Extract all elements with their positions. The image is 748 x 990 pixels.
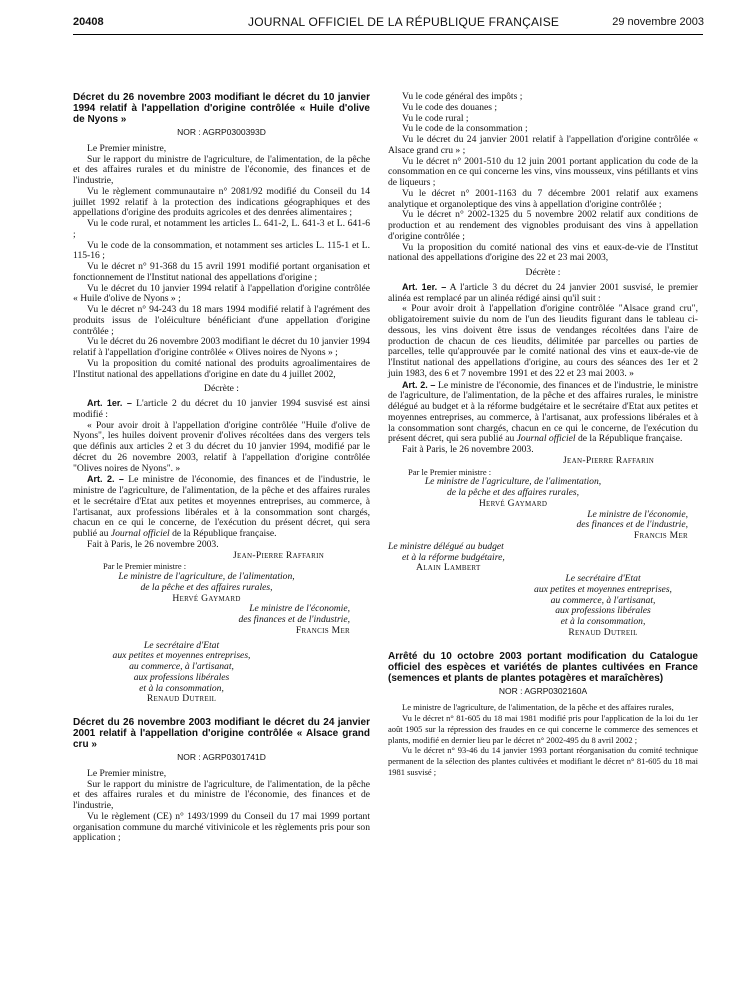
signature-title: Le ministre de l'agriculture, de l'alimentation,	[424, 476, 602, 488]
paragraph: Sur le rapport du ministre de l'agriculture, de l'alimentation, de la pêche et des affaires rurales et du ministre de l'économie, des finances et de l'industrie,	[73, 778, 370, 811]
signature-title: de la pêche et des affaires rurales,	[140, 581, 273, 593]
signature-title: de la pêche et des affaires rurales,	[446, 487, 580, 498]
par-le-premier-ministre: Par le Premier ministre :	[103, 561, 187, 572]
article-2	[73, 474, 370, 540]
signature-title: et à la consommation,	[139, 682, 224, 694]
signature-block	[73, 641, 370, 706]
nor-reference: NOR : AGRP0301741D	[177, 752, 266, 762]
signature-block	[73, 604, 370, 636]
signature-title: Le ministre de l'économie,	[249, 603, 350, 615]
par-le-premier-ministre: Par le Premier ministre :	[408, 466, 492, 477]
signature-name: Renaud Dutreil	[568, 626, 638, 638]
decrete-heading: Décrète :	[525, 267, 561, 278]
paragraph: Vu le code des douanes ;	[402, 101, 498, 113]
signature-block	[388, 574, 698, 639]
signature-title: Le ministre délégué au budget	[388, 540, 504, 552]
signature-block	[388, 477, 698, 509]
decrete-heading: Décrète :	[204, 383, 239, 395]
signer-name: Jean-Pierre Raffarin	[563, 454, 655, 466]
decree-title: Décret du 26 novembre 2003 modifiant le décret du 24 janvier 2001 relatif à l'appellation d'origine contrôlée « Alsace grand cru »	[73, 717, 370, 750]
nor-reference: NOR : AGRP0300393D	[177, 127, 266, 137]
paragraph: Vu le décret du 26 novembre 2003 modifiant le décret du 10 janvier 1994 relatif à l'appellation d'origine contrôlée « Olives noires de Nyons » ;	[73, 336, 370, 358]
article-text: Le ministre de l'économie, des finances et de l'industrie, le ministre de l'agriculture, de l'alimentation, de la pêche et des affaires rurales, le ministre délégué au budget et à la réforme budgétaire et le secrétaire d'Etat aux petites et moyennes entreprises, au commerce, à l'artisanat, aux professions libérales et à la consommation sont chargés, chacun en ce qui le concerne, de l'exécution du présent décret, qui sera publié au	[388, 379, 698, 445]
left-column	[73, 92, 370, 844]
nor-reference: NOR : AGRP0302160A	[498, 685, 588, 696]
fait-a-paris: Fait à Paris, le 26 novembre 2003.	[402, 444, 534, 455]
paragraph: Vu la proposition du comité national des produits agroalimentaires de l'Institut national des appellations d'origine en date du 4 juillet 2002,	[73, 357, 370, 380]
paragraph: Vu le règlement (CE) n° 1493/1999 du Conseil du 17 mai 1999 portant organisation commune du marché vitivinicole et les règlements pris pour son application ;	[73, 810, 370, 844]
signature-title: au commerce, à l'artisanat,	[550, 594, 656, 606]
article-quote: « Pour avoir droit à l'appellation d'origine contrôlée "Huile d'olive de Nyons", les huiles doivent provenir d'olives récoltées dans des vergers tels que définis aux articles 2 et 3 du décret du 10 janvier 1994, modifié par le décret du 26 novembre 2003, relatif à l'appellation d'origine contrôlée "Olives noires de Nyons". »	[73, 419, 370, 474]
signature-name: Hervé Gaymard	[172, 592, 241, 604]
signature-name: Renaud Dutreil	[146, 693, 217, 705]
article-label: Art. 1er. –	[87, 398, 132, 408]
paragraph: Sur le rapport du ministre de l'agriculture, de l'alimentation, de la pêche et des affaires rurales et du ministre de l'économie, des finances et de l'industrie,	[73, 153, 370, 186]
paragraph: Vu le code de la consommation, et notamment ses articles L. 115-1 et L. 115-16 ;	[73, 239, 370, 262]
paragraph: Vu le décret n° 2001-510 du 12 juin 2001 portant application du code de la consommation en ce qui concerne les vins, vins mousseux, vins pétillants et vins de liqueurs ;	[388, 155, 698, 188]
signature-title: aux professions libérales	[555, 605, 651, 617]
paragraph: Vu le décret n° 81-605 du 18 mai 1981 modifié pris pour l'application de la loi du 1er août 1905 sur la répression des fraudes en ce qui concerne le commerce des semences et plants, modifié en dernier lieu par le décret n° 2002-495 du 8 avril 2002 ;	[388, 713, 698, 745]
signature-name: Alain Lambert	[416, 562, 481, 574]
signature-block	[73, 572, 370, 604]
header-rule	[73, 34, 703, 35]
issue-date: 29 novembre 2003	[612, 16, 704, 28]
article-label: Art. 1er. –	[402, 281, 447, 292]
page-number: 20408	[73, 16, 104, 28]
journal-title: JOURNAL OFFICIEL DE LA RÉPUBLIQUE FRANÇAISE	[248, 15, 560, 29]
paragraph: Vu le décret n° 2001-1163 du 7 décembre 2001 relatif aux examens analytique et organoleptique des vins à appellation d'origine contrôlée ;	[388, 187, 698, 210]
page-header	[0, 14, 748, 34]
article-2	[388, 380, 698, 446]
paragraph: Vu la proposition du comité national des vins et eaux-de-vie de l'Institut national des appellations d'origine des 22 et 23 mai 2003,	[388, 241, 698, 264]
signature-title: aux petites et moyennes entreprises,	[112, 650, 251, 662]
article-1	[73, 398, 370, 421]
paragraph: Le Premier ministre,	[87, 142, 167, 154]
signature-block	[388, 542, 698, 574]
article-text-end: de la République française.	[575, 433, 683, 445]
paragraph: Le ministre de l'agriculture, de l'alimentation, de la pêche et des affaires rurales,	[402, 702, 674, 713]
signature-name: Hervé Gaymard	[478, 497, 548, 509]
article-text-end: de la République française.	[169, 528, 277, 539]
article-label: Art. 2. –	[87, 474, 124, 485]
paragraph: Le Premier ministre,	[87, 767, 167, 779]
article-1	[388, 282, 698, 305]
article-label: Art. 2. –	[402, 379, 436, 390]
signature-title: aux petites et moyennes entreprises,	[534, 583, 672, 595]
signature-title: des finances et de l'industrie,	[576, 519, 688, 531]
paragraph: Vu le règlement communautaire n° 2081/92 modifié du Conseil du 14 juillet 1992 relatif à la protection des indications géographiques et des appellations d'origine des produits agricoles et des denrées alimentaires ;	[73, 185, 370, 219]
right-column	[388, 92, 698, 778]
decree-title: Décret du 26 novembre 2003 modifiant le décret du 10 janvier 1994 relatif à l'appellation d'origine contrôlée « Huile d'olive de Nyons »	[73, 92, 370, 125]
paragraph: Vu le code général des impôts ;	[402, 91, 523, 102]
paragraph: Vu le décret n° 2002-1325 du 5 novembre 2002 relatif aux conditions de production et au rendement des vignobles produisant des vins à appellation d'origine contrôlée ;	[388, 209, 698, 242]
signature-name: Francis Mer	[295, 624, 350, 636]
paragraph: Vu le décret du 10 janvier 1994 relatif à l'appellation d'origine contrôlée « Huile d'olive de Nyons » ;	[73, 282, 370, 305]
article-text: L'article 2 du décret du 10 janvier 1994 susvisé est ainsi modifié :	[73, 398, 370, 420]
journal-name: Journal officiel	[516, 433, 576, 445]
fait-a-paris: Fait à Paris, le 26 novembre 2003.	[87, 538, 219, 550]
signature-title: et à la réforme budgétaire,	[402, 551, 505, 563]
article-text: A l'article 3 du décret du 24 janvier 2001 susvisé, le premier alinéa est remplacé par un alinéa rédigé ainsi qu'il suit :	[388, 281, 698, 304]
paragraph: Vu le décret n° 94-243 du 18 mars 1994 modifié relatif à l'agrément des produits issus de l'oléiculture bénéficiant d'une appellation d'origine contrôlée ;	[73, 304, 370, 337]
paragraph: Vu le décret n° 93-46 du 14 janvier 1993 portant réorganisation du comité technique permanent de la sélection des plantes cultivées et modifiant le décret n° 81-605 du 18 mai 1981 susvisé ;	[388, 745, 698, 777]
signature-name: Francis Mer	[633, 530, 688, 541]
paragraph: Vu le décret n° 91-368 du 15 avril 1991 modifié portant organisation et fonctionnement de l'Institut national des appellations d'origine ;	[73, 261, 370, 283]
signature-block	[388, 510, 698, 542]
paragraph: Vu le code rural ;	[402, 112, 469, 124]
signer-name: Jean-Pierre Raffarin	[233, 549, 325, 561]
article-text: Le ministre de l'économie, des finances et de l'industrie, le ministre de l'agriculture, de l'alimentation, de la pêche et des affaires rurales et le secrétaire d'Etat aux petites et moyennes entreprises, au commerce, à l'artisanat, aux professions libérales et à la consommation sont chargés, chacun en ce qui le concerne, de l'exécution du présent décret, qui sera publié au	[73, 474, 370, 539]
signature-title: Le ministre de l'économie,	[587, 508, 688, 520]
signature-title: des finances et de l'industrie,	[238, 614, 350, 625]
signature-title: aux professions libérales	[133, 671, 230, 683]
journal-name: Journal officiel	[110, 528, 170, 539]
signature-title: Le secrétaire d'Etat	[565, 573, 641, 584]
paragraph: Vu le code de la consommation ;	[402, 123, 528, 135]
signature-title: au commerce, à l'artisanat,	[129, 661, 234, 672]
signature-title: Le secrétaire d'Etat	[143, 639, 220, 651]
article-quote: « Pour avoir droit à l'appellation d'origine contrôlée "Alsace grand cru", obligatoirement suivie du nom de l'un des lieudits figurant dans le tableau ci-dessous, les vins doivent être issus de vendanges récoltées dans l'aire de production de chacun de ces lieudits, délimitée par parcelles ou parties de parcelles, telle qu'approuvée par le comité national des vins et eaux-de-vie de l'Institut national des appellations d'origine, au cours des séances des 1er et 2 juin 1983, des 6 et 7 novembre 1991 et des 22 et 23 mai 2003. »	[388, 303, 698, 379]
signature-title: Le ministre de l'agriculture, de l'alimentation,	[118, 571, 295, 582]
paragraph: Vu le code rural, et notamment les articles L. 641-2, L. 641-3 et L. 641-6 ;	[73, 218, 370, 240]
paragraph: Vu le décret du 24 janvier 2001 relatif à l'appellation d'origine contrôlée « Alsace grand cru » ;	[388, 134, 698, 156]
decree-title: Arrêté du 10 octobre 2003 portant modification du Catalogue officiel des espèces et variétés de plantes cultivées en France (semences et plants de plantes potagères et maraîchères)	[388, 650, 698, 684]
signature-title: et à la consommation,	[560, 616, 646, 627]
